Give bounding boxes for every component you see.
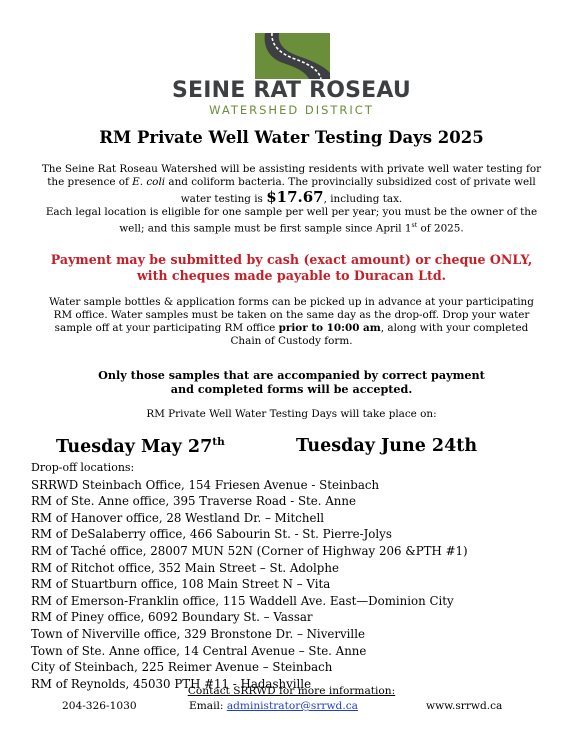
pickup-line: sample off at your participating RM office prior to 10:00 am, along with your completed bbox=[54, 322, 529, 334]
email-link[interactable]: administrator@srrwd.ca bbox=[226, 700, 358, 712]
list-item: RM of Ste. Anne office, 395 Traverse Road - Ste. Anne bbox=[31, 494, 356, 509]
list-item: SRRWD Steinbach Office, 154 Friesen Avenue - Steinbach bbox=[31, 477, 380, 492]
list-item: RM of Stuartburn office, 108 Main Street N – Vita bbox=[31, 577, 331, 592]
email-line: Email: administrator@srrwd.ca bbox=[189, 700, 358, 712]
pickup-line: RM office. Water samples must be taken on the same day as the drop-off. Drop your water bbox=[53, 309, 530, 321]
list-item: Town of Ste. Anne office, 14 Central Avenue – Ste. Anne bbox=[31, 643, 367, 658]
payment-line: with cheques made payable to Duracan Ltd. bbox=[136, 267, 447, 283]
organization-name: SEINE RAT ROSEAU bbox=[171, 78, 411, 103]
list-item: Town of Niverville office, 329 Bronstone Dr. – Niverville bbox=[31, 626, 365, 641]
list-item: RM of Taché office, 28007 MUN 52N (Corner of Highway 206 &PTH #1) bbox=[31, 543, 468, 558]
dropoff-locations bbox=[31, 460, 468, 692]
list-item: RM of Reynolds, 45030 PTH #11 - Hadashville bbox=[31, 676, 312, 691]
contact-heading: Contact SRRWD for more information: bbox=[187, 685, 396, 697]
intro-line: The Seine Rat Roseau Watershed will be assisting residents with private well water testing for bbox=[41, 163, 542, 175]
pickup-paragraph bbox=[0, 296, 583, 348]
list-item: RM of Ritchot office, 352 Main Street – St. Adolphe bbox=[31, 560, 339, 575]
intro-line: water testing is $17.67, including tax. bbox=[180, 188, 403, 206]
intro-line: the presence of E. coli and coliform bacteria. The provincially subsidized cost of private well bbox=[47, 176, 536, 188]
organization-subtitle: WATERSHED DISTRICT bbox=[209, 103, 374, 117]
intro-line: well; and this sample must be first sample since April 1st of 2025. bbox=[119, 222, 464, 235]
phone-number: 204-326-1030 bbox=[62, 700, 137, 712]
notice-line: Only those samples that are accompanied by correct payment bbox=[98, 368, 485, 382]
payment-notice bbox=[0, 252, 583, 283]
pickup-line: Water sample bottles & application forms can be picked up in advance at your participating bbox=[49, 296, 534, 308]
dropoff-heading: Drop-off locations: bbox=[31, 461, 135, 474]
page-title: RM Private Well Water Testing Days 2025 bbox=[99, 128, 484, 147]
pickup-line: Chain of Custody form. bbox=[230, 335, 353, 347]
list-item: RM of Hanover office, 28 Westland Dr. – Mitchell bbox=[31, 510, 325, 525]
list-item: RM of DeSalaberry office, 466 Sabourin St. - St. Pierre-Jolys bbox=[31, 527, 392, 542]
intro-line: Each legal location is eligible for one sample per well per year; you must be the owner of the bbox=[45, 206, 538, 218]
notice-line: and completed forms will be accepted. bbox=[170, 382, 413, 396]
deadline-time: prior to 10:00 am bbox=[278, 322, 381, 334]
take-place-line: RM Private Well Water Testing Days will take place on: bbox=[146, 408, 437, 420]
first-testing-date: Tuesday May 27th bbox=[56, 436, 225, 457]
second-testing-date: Tuesday June 24th bbox=[296, 436, 478, 456]
list-item: City of Steinbach, 225 Reimer Avenue – Steinbach bbox=[31, 660, 333, 675]
website-text: www.srrwd.ca bbox=[426, 700, 503, 712]
river-road-logo-icon bbox=[255, 33, 330, 79]
intro-paragraph bbox=[0, 163, 583, 235]
test-price: $17.67 bbox=[266, 188, 324, 206]
list-item: RM of Emerson-Franklin office, 115 Waddell Ave. East—Dominion City bbox=[31, 593, 454, 608]
payment-line: Payment may be submitted by cash (exact amount) or cheque ONLY, bbox=[50, 252, 533, 267]
acceptance-notice bbox=[0, 368, 583, 396]
bacteria-name: E. coli bbox=[132, 176, 166, 188]
list-item: RM of Piney office, 6092 Boundary St. – Vassar bbox=[31, 610, 313, 625]
